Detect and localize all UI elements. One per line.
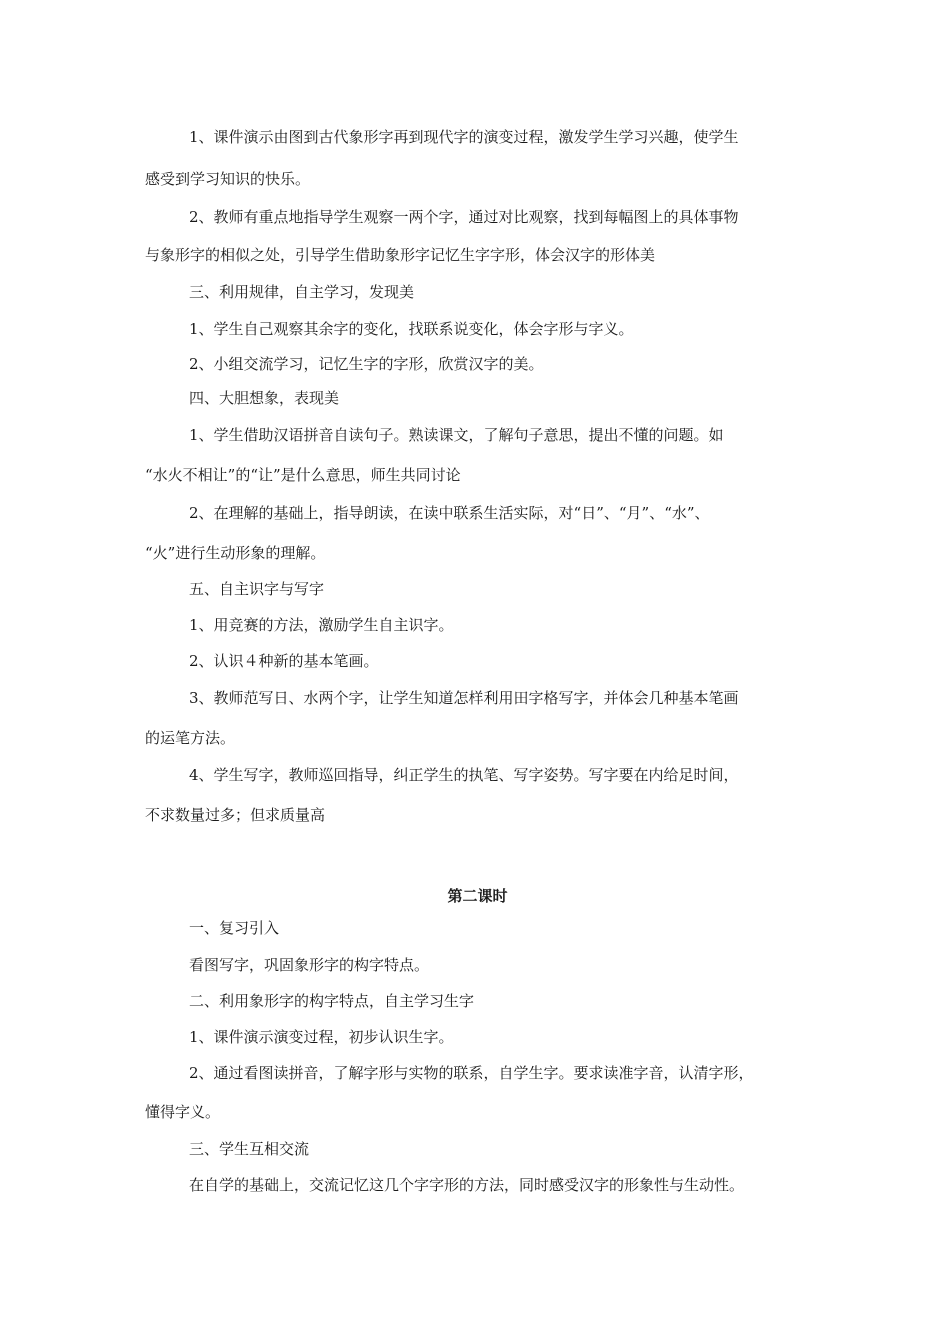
paragraph-line: 1、课件演示由图到古代象形字再到现代字的演变过程，激发学生学习兴趣，使学生 — [189, 128, 739, 146]
paragraph-line: 2、认识４种新的基本笔画。 — [189, 652, 379, 670]
paragraph-line: 的运笔方法。 — [145, 729, 236, 747]
paragraph-line: 感受到学习知识的快乐。 — [145, 170, 311, 188]
section-heading: 四、大胆想象，表现美 — [189, 389, 340, 407]
paragraph-line: 看图写字，巩固象形字的构字特点。 — [189, 956, 430, 974]
lesson-title: 第二课时 — [447, 887, 508, 905]
paragraph-line: 1、课件演示演变过程，初步认识生字。 — [189, 1028, 454, 1046]
paragraph-line: 4、学生写字，教师巡回指导，纠正学生的执笔、写字姿势。写字要在内给足时间， — [189, 766, 739, 784]
paragraph-line: 2、通过看图读拼音，了解字形与实物的联系，自学生字。要求读准字音，认清字形， — [189, 1064, 754, 1082]
paragraph-line: 2、在理解的基础上，指导朗读，在读中联系生活实际，对“日”、“月”、“水”、 — [189, 504, 710, 522]
paragraph-line: 1、用竞赛的方法，激励学生自主识字。 — [189, 616, 454, 634]
paragraph-line: “火”进行生动形象的理解。 — [145, 544, 326, 562]
section-heading: 二、利用象形字的构字特点，自主学习生字 — [189, 992, 475, 1010]
paragraph-line: 不求数量过多；但求质量高 — [145, 806, 326, 824]
paragraph-line: 1、学生自己观察其余字的变化，找联系说变化，体会字形与字义。 — [189, 320, 634, 338]
paragraph-line: 2、教师有重点地指导学生观察一两个字，通过对比观察，找到每幅图上的具体事物 — [189, 208, 739, 226]
section-heading: 五、自主识字与写字 — [189, 580, 325, 598]
paragraph-line: 与象形字的相似之处，引导学生借助象形字记忆生字字形，体会汉字的形体美 — [145, 246, 656, 264]
paragraph-line: “水火不相让”的“让”是什么意思，师生共同讨论 — [145, 466, 461, 484]
paragraph-line: 3、教师范写日、水两个字，让学生知道怎样利用田字格写字，并体会几种基本笔画 — [189, 689, 739, 707]
paragraph-line: 在自学的基础上，交流记忆这几个字字形的方法，同时感受汉字的形象性与生动性。 — [189, 1176, 745, 1194]
paragraph-line: 懂得字义。 — [145, 1103, 221, 1121]
section-heading: 一、复习引入 — [189, 919, 280, 937]
section-heading: 三、学生互相交流 — [189, 1140, 310, 1158]
paragraph-line: 2、小组交流学习，记忆生字的字形，欣赏汉字的美。 — [189, 355, 544, 373]
paragraph-line: 1、学生借助汉语拼音自读句子。熟读课文，了解句子意思，提出不懂的问题。如 — [189, 426, 724, 444]
section-heading: 三、利用规律，自主学习，发现美 — [189, 283, 415, 301]
